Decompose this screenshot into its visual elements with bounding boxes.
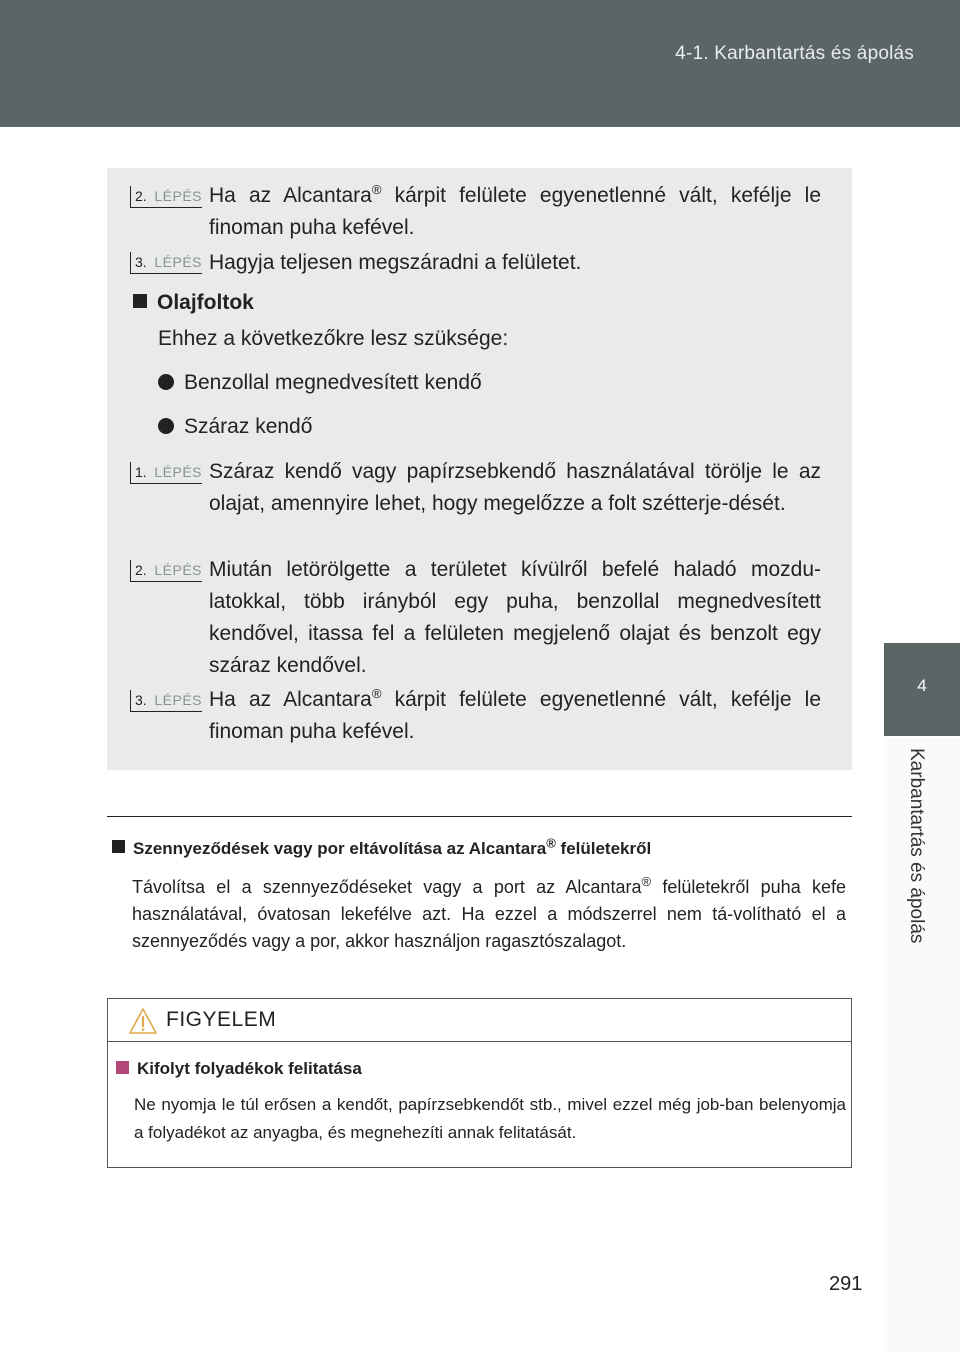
note-body <box>132 874 846 955</box>
bullet-dot-icon <box>158 418 174 434</box>
step-number: 2. <box>135 562 147 578</box>
caution-header <box>108 999 851 1042</box>
step-word: LÉPÉS <box>154 188 202 204</box>
square-bullet-icon <box>112 840 125 853</box>
step-text: Miután letörölgette a területet kívülről befelé haladó mozdu-latokkal, több irányból egy puha, benzollal megnedvesített kendővel, itassa fel a felületen megjelenő olajat és benzolt egy száraz kendővel. <box>209 558 821 677</box>
step-text: Hagyja teljesen megszáradni a felületet. <box>209 251 582 274</box>
caution-title: FIGYELEM <box>166 1008 277 1031</box>
step-text <box>209 684 821 748</box>
section-title: 4-1. Karbantartás és ápolás <box>675 43 914 64</box>
step-text <box>209 180 821 244</box>
registered-mark: ® <box>641 874 652 889</box>
bullet-dot-icon <box>158 374 174 390</box>
step-text-part: Ha az Alcantara <box>209 184 372 207</box>
warning-triangle-icon <box>128 1007 158 1035</box>
note-heading-text: felületekről <box>555 839 652 858</box>
caution-heading <box>116 1059 362 1079</box>
note-body-text: felületekről puha kefe használatával, óvatosan lekefélve azt. Ha ezzel a módszerrel nem tá-volítható el a szennyeződés vagy a por, akkor használjon ragasztószalagot. <box>132 877 847 951</box>
square-bullet-icon <box>133 294 147 308</box>
step-number: 3. <box>135 692 147 708</box>
page-number: 291 <box>829 1273 863 1295</box>
step-number: 1. <box>135 464 147 480</box>
step-word: LÉPÉS <box>154 254 202 270</box>
note-heading <box>112 835 652 859</box>
step-text-part: Ha az Alcantara <box>209 688 372 711</box>
step-badge <box>130 560 202 582</box>
registered-mark: ® <box>371 686 382 701</box>
list-item-text: Száraz kendő <box>184 415 313 438</box>
side-tab-number: 4 <box>917 676 927 695</box>
step-number: 3. <box>135 254 147 270</box>
section-heading-text: Olajfoltok <box>157 291 254 314</box>
registered-mark: ® <box>546 835 556 851</box>
list-item-text: Benzollal megnedvesített kendő <box>184 371 482 394</box>
step-badge <box>130 252 202 274</box>
step-word: LÉPÉS <box>154 692 202 708</box>
section-heading <box>133 288 254 318</box>
list-item <box>158 368 482 398</box>
side-tab-label: Karbantartás és ápolás <box>906 748 927 944</box>
step-badge <box>130 462 202 484</box>
side-tab-label-area <box>884 738 960 1352</box>
step-text: Száraz kendő vagy papírzsebkendő használatával törölje le az olajat, amennyire lehet, hogy megelőzze a folt szétterje-dését. <box>209 460 821 515</box>
caution-box <box>107 998 852 1168</box>
step-word: LÉPÉS <box>154 464 202 480</box>
registered-mark: ® <box>371 182 382 197</box>
intro-text: Ehhez a következőkre lesz szüksége: <box>158 327 509 350</box>
header-band <box>0 0 960 127</box>
step-number: 2. <box>135 188 147 204</box>
caution-heading-text: Kifolyt folyadékok felitatása <box>137 1059 362 1078</box>
step-badge <box>130 690 202 712</box>
note-heading-text: Szennyeződések vagy por eltávolítása az Alcantara <box>133 839 547 858</box>
note-body-text: Távolítsa el a szennyeződéseket vagy a port az Alcantara <box>132 877 642 897</box>
step-badge <box>130 186 202 208</box>
step-text-part: kárpit felülete egyenetlenné vált, kefélje le finoman puha kefével. <box>209 184 821 239</box>
side-tab-chapter <box>884 643 960 736</box>
caution-text: Ne nyomja le túl erősen a kendőt, papírzsebkendőt stb., mivel ezzel még job-ban belenyomja a folyadékot az anyagba, és megnehezíti annak felitatását. <box>134 1095 846 1142</box>
square-bullet-icon <box>116 1061 129 1074</box>
step-word: LÉPÉS <box>154 562 202 578</box>
divider <box>107 816 852 817</box>
list-item <box>158 412 312 442</box>
step-text-part: kárpit felülete egyenetlenné vált, kefélje le finoman puha kefével. <box>209 688 821 743</box>
